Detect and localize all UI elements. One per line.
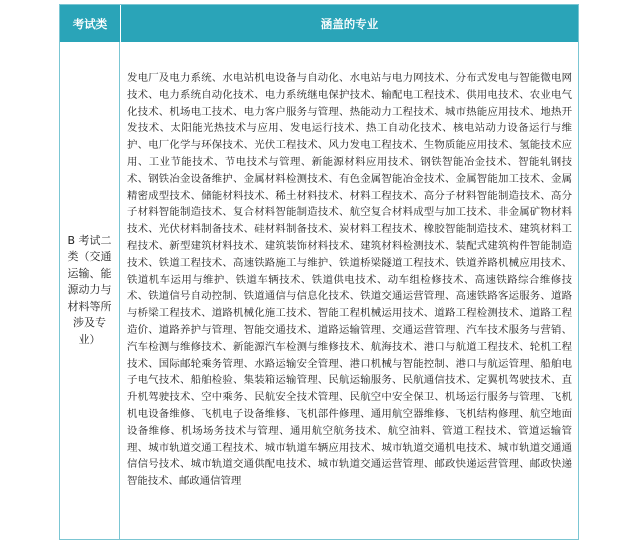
table-header (60, 5, 578, 42)
category-text: B 考试二类（交通运输、能源动力与材料等所涉及专业） (67, 233, 112, 346)
header-category: 考试类 (60, 5, 121, 42)
majors-table (59, 4, 579, 540)
table-row (60, 42, 578, 539)
category-cell (60, 42, 120, 539)
majors-cell: 发电厂及电力系统、水电站机电设备与自动化、水电站与电力网技术、分布式发电与智能微电网技术、电力系统自动化技术、电力系统继电保护技术、输配电工程技术、供用电技术、农业电气化技术、机场电工技术、电力客户服务与管理、热能动力工程技术、城市热能应用技术、地热开发技术、太阳能光热技术与应用、发电运行技术、热工自动化技术、核电站动力设备运行与维护、电厂化学与环保技术、光伏工程技术、风力发电工程技术、生物质能应用技术、氢能技术应用、工业节能技术、节电技术与管理、新能源材料应用技术、钢铁智能冶金技术、智能轧钢技术、钢铁冶金设备维护、金属材料检测技术、有色金属智能冶金技术、金属智能加工技术、金属精密成型技术、储能材料技术、稀土材料技术、材料工程技术、高分子材料智能制造技术、高分子材料智能制造技术、复合材料智能制造技术、航空复合材料成型与加工技术、非金属矿物材料技术、光伏材料制备技术、硅材料制备技术、炭材料工程技术、橡胶智能制造技术、建筑材料工程技术、新型建筑材料技术、建筑装饰材料技术、建筑材料检测技术、装配式建筑构件智能制造技术、铁道工程技术、高速铁路施工与维护、铁道桥梁隧道工程技术、铁道养路机械应用技术、铁道机车运用与维护、铁道车辆技术、铁道供电技术、动车组检修技术、高速铁路综合维修技术、铁道信号自动控制、铁道通信与信息化技术、铁道交通运营管理、高速铁路客运服务、道路与桥梁工程技术、道路机械化施工技术、智能工程机械运用技术、道路工程检测技术、道路工程造价、道路养护与管理、智能交通技术、道路运输管理、交通运营管理、汽车技术服务与营销、汽车检测与维修技术、新能源汽车检测与维修技术、航海技术、港口与航道工程技术、轮机工程技术、国际邮轮乘务管理、水路运输安全管理、港口机械与智能控制、港口与航运管理、船舶电子电气技术、船舶检验、集装箱运输管理、民航运输服务、民航通信技术、定翼机驾驶技术、直升机驾驶技术、空中乘务、民航安全技术管理、民航空中安全保卫、机场运行服务与管理、飞机机电设备维修、飞机电子设备维修、飞机部件修理、通用航空器维修、飞机结构修理、航空地面设备维修、机场场务技术与管理、通用航空航务技术、航空油料、管道工程技术、管道运输管理、城市轨道交通工程技术、城市轨道车辆应用技术、城市轨道交通机电技术、城市轨道交通通信信号技术、城市轨道交通供配电技术、城市轨道交通运营管理、邮政快递运营管理、邮政快递智能技术、邮政通信管理 (127, 72, 572, 488)
header-majors: 涵盖的专业 (320, 16, 379, 31)
